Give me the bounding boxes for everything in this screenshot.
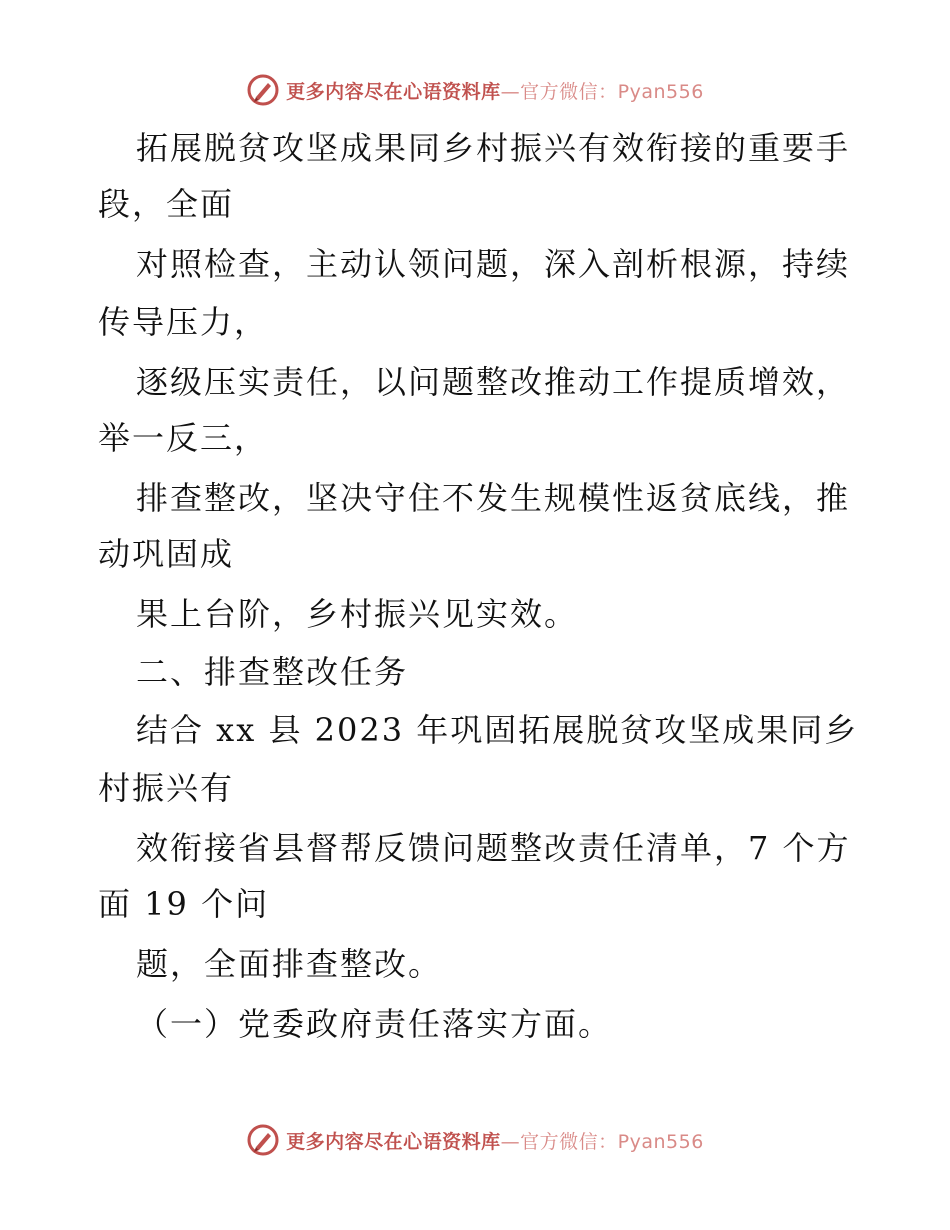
section-heading: 二、排查整改任务 bbox=[136, 653, 409, 691]
paragraph-line: 逐级压实责任，以问题整改推动工作提质增效， bbox=[136, 363, 851, 401]
watermark-text: 更多内容尽在心语资料库—官方微信：Pyan556 bbox=[286, 80, 704, 103]
header-watermark bbox=[0, 70, 950, 110]
paragraph-line: 拓展脱贫攻坚成果同乡村振兴有效衔接的重要手 bbox=[136, 129, 851, 167]
paragraph-line: 排查整改，坚决守住不发生规模性返贫底线，推 bbox=[136, 479, 851, 517]
paragraph-line: 对照检查，主动认领问题，深入剖析根源，持续 bbox=[136, 245, 851, 283]
paragraph-line: 举一反三， bbox=[98, 419, 269, 457]
paragraph-line: 果上台阶，乡村振兴见实效。 bbox=[136, 595, 579, 633]
paragraph-line: 段，全面 bbox=[98, 185, 235, 223]
paragraph-line: 村振兴有 bbox=[98, 769, 235, 807]
subsection-heading: （一）党委政府责任落实方面。 bbox=[136, 1005, 613, 1043]
pen-logo-icon bbox=[246, 73, 280, 107]
paragraph-line: 面 19 个问 bbox=[98, 885, 270, 923]
watermark-text: 更多内容尽在心语资料库—官方微信：Pyan556 bbox=[286, 1130, 704, 1153]
footer-watermark bbox=[0, 1120, 950, 1160]
paragraph-line: 题，全面排查整改。 bbox=[136, 945, 443, 983]
pen-logo-icon bbox=[246, 1123, 280, 1157]
paragraph-line: 传导压力， bbox=[98, 303, 269, 341]
paragraph-line: 动巩固成 bbox=[98, 535, 235, 573]
paragraph-line: 效衔接省县督帮反馈问题整改责任清单，7 个方 bbox=[136, 829, 851, 867]
paragraph-line: 结合 xx 县 2023 年巩固拓展脱贫攻坚成果同乡 bbox=[136, 711, 859, 749]
